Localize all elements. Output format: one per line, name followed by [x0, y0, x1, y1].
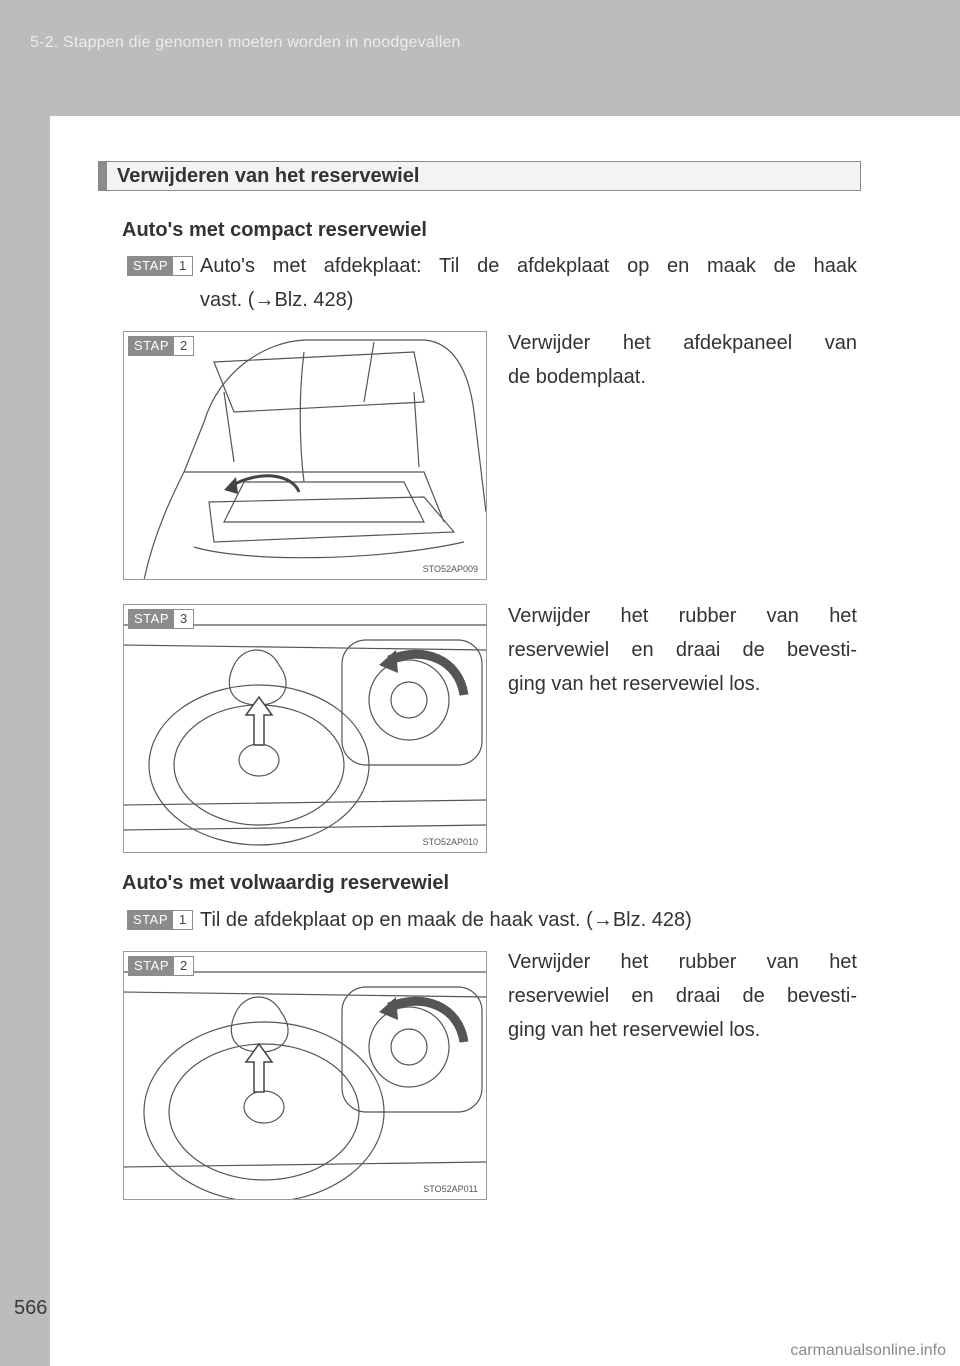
step-text-compact-3-line3: ging van het reservewiel los.	[508, 673, 761, 695]
step-label: STAP	[129, 610, 174, 628]
figure-code: STO52AP010	[422, 837, 478, 847]
step-text-compact-1-line1: Auto's met afdekplaat: Til de afdekplaat op en maak de haak	[200, 255, 857, 277]
step-badge-full-2	[128, 956, 194, 976]
figure-spare-wheel-full	[123, 951, 487, 1200]
figure-trunk-floor	[123, 331, 487, 580]
step-number: 2	[174, 957, 193, 975]
step-number: 1	[173, 257, 192, 275]
figure-spare-wheel-compact	[123, 604, 487, 853]
step-label: STAP	[129, 957, 174, 975]
step-text-full-2-line1: Verwijder het rubber van het	[508, 951, 857, 973]
step-number: 2	[174, 337, 193, 355]
page-number: 566	[14, 1297, 48, 1319]
spare-wheel-full-illustration	[124, 952, 487, 1200]
step-text-full-1: Til de afdekplaat op en maak de haak vast. (→Blz. 428)	[200, 909, 692, 931]
step-label: STAP	[128, 257, 173, 275]
section-title: Verwijderen van het reservewiel	[117, 165, 420, 187]
breadcrumb: 5-2. Stappen die genomen moeten worden in noodgevallen	[30, 34, 461, 51]
subheading-compact: Auto's met compact reservewiel	[122, 219, 427, 241]
side-band	[0, 116, 50, 1366]
trunk-illustration	[124, 332, 487, 580]
step-text-full-2-line3: ging van het reservewiel los.	[508, 1019, 761, 1041]
step-text-compact-1-line2: vast. (→Blz. 428)	[200, 289, 354, 311]
step-label: STAP	[128, 911, 173, 929]
step-text-compact-3-line2: reservewiel en draai de bevesti-	[508, 639, 857, 661]
section-header	[98, 161, 861, 191]
section-accent	[99, 162, 107, 190]
step-badge-full-1	[127, 910, 193, 930]
figure-code: STO52AP009	[422, 564, 478, 574]
watermark: carmanualsonline.info	[790, 1342, 946, 1359]
step-text-compact-2-line1: Verwijder het afdekpaneel van	[508, 332, 857, 354]
subheading-full: Auto's met volwaardig reservewiel	[122, 872, 450, 894]
spare-wheel-illustration	[124, 605, 487, 853]
step-text-compact-3-line1: Verwijder het rubber van het	[508, 605, 857, 627]
step-label: STAP	[129, 337, 174, 355]
step-number: 3	[174, 610, 193, 628]
step-number: 1	[173, 911, 192, 929]
step-badge-compact-1	[127, 256, 193, 276]
step-badge-compact-3	[128, 609, 194, 629]
step-badge-compact-2	[128, 336, 194, 356]
step-text-compact-2-line2: de bodemplaat.	[508, 366, 646, 388]
header-band	[0, 0, 960, 116]
step-text-full-2-line2: reservewiel en draai de bevesti-	[508, 985, 857, 1007]
figure-code: STO52AP011	[423, 1184, 478, 1194]
